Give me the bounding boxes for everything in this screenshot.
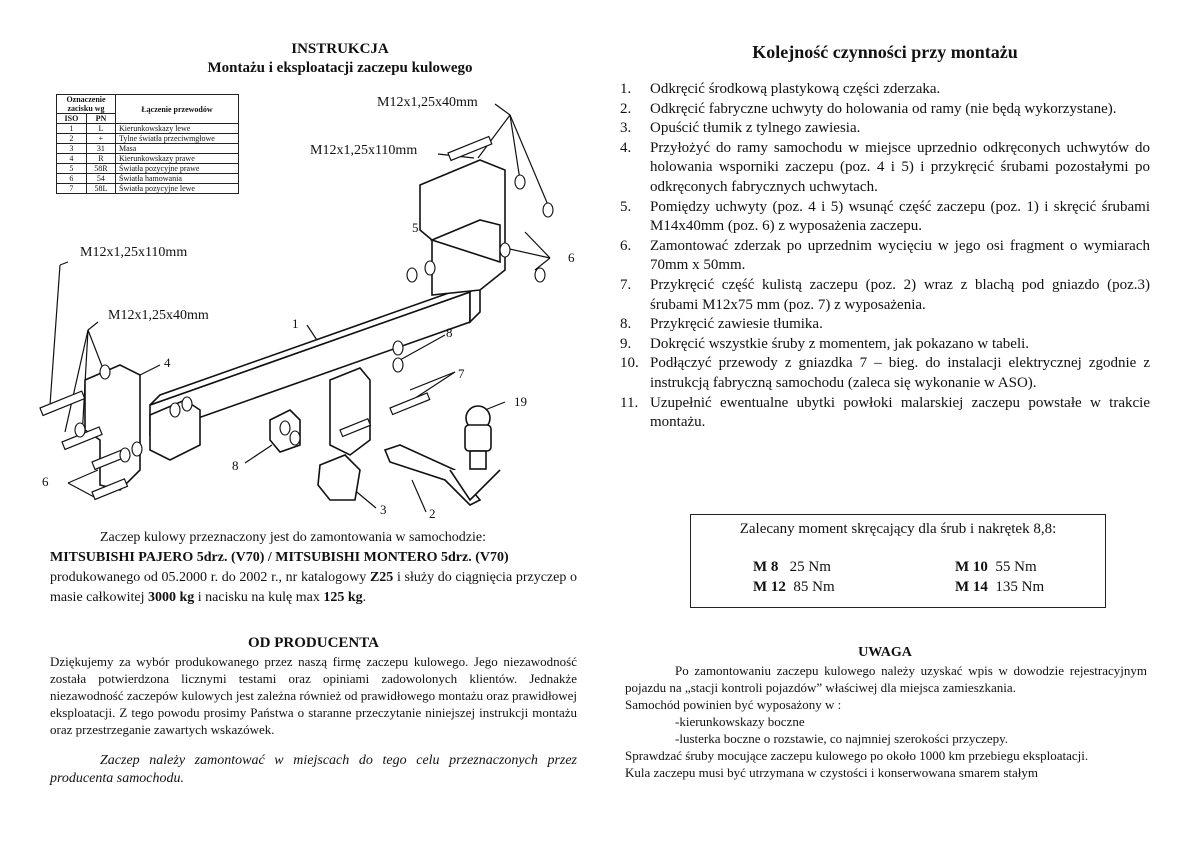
cell-desc: Kierunkowskazy lewe: [116, 124, 239, 134]
list-item: [620, 139, 1150, 198]
th-oznaczenie: Oznaczenie zacisku wg: [57, 95, 116, 114]
mounting-note: Zaczep należy zamontować w miejscach do tego celu przeznaczonych przez producenta samochodu.: [50, 753, 577, 786]
cell-iso: 7: [57, 184, 87, 194]
step-text: Opuścić tłumik z tylnego zawiesia.: [650, 120, 861, 137]
step-text: Podłączyć przewody z gniazdka 7 – bieg. do instalacji elektrycznej zgodnie z instrukcją fabryczną samochodu (zaleca się wykonanie w ASO).: [650, 355, 1150, 391]
list-item: [620, 119, 1150, 139]
cell-pn: 58L: [86, 184, 115, 194]
torque-value: 135 Nm: [995, 579, 1045, 595]
mounting-steps: [620, 80, 1150, 433]
cell-pn: R: [86, 154, 115, 164]
step-number: 7.: [620, 276, 632, 293]
cell-iso: 6: [57, 174, 87, 184]
desc-intro: Zaczep kulowy przeznaczony jest do zamontowania w samochodzie:: [100, 530, 487, 545]
bolt-size: M 12: [753, 579, 786, 595]
step-number: 2.: [620, 100, 632, 117]
part-number-6-right: 6: [568, 250, 575, 265]
part-number-5: 5: [412, 220, 419, 235]
part-number-4: 4: [164, 355, 171, 370]
desc-end: .: [362, 590, 367, 605]
step-text: Dokręcić wszystkie śruby z momentem, jak pokazano w tabeli.: [650, 335, 1030, 352]
cell-pn: L: [86, 124, 115, 134]
label-bolt-m12x110-left: M12x1,25x110mm: [80, 245, 188, 260]
application-description: [50, 528, 577, 608]
torque-value: 25 Nm: [789, 559, 831, 575]
producer-title: OD PRODUCENTA: [248, 635, 379, 651]
th-pn: PN: [86, 114, 115, 124]
list-item: [620, 335, 1150, 355]
bolt-size: M 8: [753, 559, 779, 575]
max-trailer-mass: 3000 kg: [147, 590, 195, 605]
max-ball-load: 125 kg: [323, 590, 363, 605]
cell-desc: Światła pozycyjne lewe: [116, 184, 239, 194]
bolt-size: M 14: [955, 579, 988, 595]
warning-mirrors: -lusterka boczne o rozstawie, co najmniej szerokości przyczepy.: [675, 731, 1009, 746]
step-number: 6.: [620, 237, 632, 254]
step-text: Przyłożyć do ramy samochodu w miejsce uprzednio odkręconych uchwytów do holowania wsporniki zaczepu (poz. 4 i 5) i przykręcić śrubami pozostałymi po odkręconych fabrycznych uchwytach.: [650, 139, 1150, 195]
cell-iso: 5: [57, 164, 87, 174]
torque-table-box: [690, 514, 1106, 608]
step-text: Odkręcić środkową plastykową części zderzaka.: [650, 81, 941, 97]
warning-registration: Po zamontowaniu zaczepu kulowego należy uzyskać wpis w dowodzie rejestracyjnym pojazdu na „stacji kontroli pojazdów” właściwej dla miejsca zamieszkania.: [625, 663, 1147, 695]
list-item: [620, 394, 1150, 433]
step-number: 11.: [620, 394, 639, 411]
list-item: [620, 100, 1150, 120]
part-number-6-left: 6: [42, 474, 49, 489]
torque-title: Zalecany moment skręcający dla śrub i nakrętek 8,8:: [739, 521, 1057, 537]
cell-desc: Tylne światła przeciwmgłowe: [116, 134, 239, 144]
warning-title: UWAGA: [858, 645, 912, 660]
th-iso: ISO: [57, 114, 87, 124]
torque-value: 85 Nm: [793, 579, 835, 595]
desc-production: produkowanego od 05.2000 r. do 2002 r., nr katalogowy: [50, 570, 367, 585]
step-text: Zamontować zderzak po uprzednim wycięciu w jego osi fragment o wymiarach 70mm x 50mm.: [650, 237, 1150, 274]
step-number: 5.: [620, 198, 632, 215]
part-number-8-right: 8: [446, 325, 453, 340]
desc-ball-load: i nacisku na kulę max: [197, 590, 320, 605]
cell-desc: Światła hamowania: [116, 174, 239, 184]
step-text: Odkręcić fabryczne uchwyty do holowania od ramy (nie będą wykorzystane).: [650, 100, 1117, 117]
catalog-number: Z25: [369, 570, 394, 585]
part-number-3: 3: [380, 502, 387, 517]
bolt-size: M 10: [955, 559, 988, 575]
cell-pn: +: [86, 134, 115, 144]
part-number-8-left: 8: [232, 458, 239, 473]
warning-indicators: -kierunkowskazy boczne: [675, 714, 805, 729]
warning-body: [625, 662, 1147, 781]
part-number-7: 7: [458, 366, 465, 381]
warning-bolt-check: Sprawdzać śruby mocujące zaczepu kulowego po około 1000 km przebiegu eksploatacji.: [625, 748, 1089, 763]
desc-towing: i służy do ciągnięcia przyczep o masie całkowitej: [50, 570, 578, 605]
step-number: 3.: [620, 120, 632, 137]
cell-pn: 58R: [86, 164, 115, 174]
cell-pn: 31: [86, 144, 115, 154]
list-item: [620, 237, 1150, 276]
producer-italic-note: [50, 752, 577, 788]
label-bolt-m12x40-left: M12x1,25x40mm: [108, 308, 209, 323]
label-bolt-m12x110-top: M12x1,25x110mm: [310, 143, 418, 158]
steps-title: Kolejność czynności przy montażu: [752, 42, 1018, 62]
torque-m8: [753, 559, 831, 576]
step-text: Uzupełnić ewentualne ubytki powłoki malarskiej zaczepu powstałe w trakcie montażu.: [650, 394, 1150, 431]
torque-m14: [955, 579, 1044, 596]
step-number: 1.: [620, 81, 632, 97]
title-line-1: INSTRUKCJA: [291, 41, 389, 57]
vehicle-model: MITSUBISHI PAJERO 5drz. (V70) / MITSUBISHI MONTERO 5drz. (V70): [50, 550, 509, 565]
part-number-19: 19: [514, 394, 527, 409]
cell-iso: 4: [57, 154, 87, 164]
list-item: [620, 80, 1150, 100]
torque-value: 55 Nm: [995, 559, 1037, 575]
cell-iso: 2: [57, 134, 87, 144]
torque-m10: [955, 559, 1037, 576]
step-text: Pomiędzy uchwyty (poz. 4 i 5) wsunąć część zaczepu (poz. 1) i skręcić śrubami M14x40mm (poz. 6) z wyposażenia zaczepu.: [650, 198, 1150, 235]
list-item: [620, 315, 1150, 335]
cell-pn: 54: [86, 174, 115, 184]
list-item: [620, 354, 1150, 393]
cell-desc: Masa: [116, 144, 239, 154]
cell-iso: 1: [57, 124, 87, 134]
warning-ball-maintenance: Kula zaczepu musi być utrzymana w czystości i konserwowana smarem stałym: [625, 765, 1038, 780]
step-number: 9.: [620, 335, 632, 352]
list-item: [620, 276, 1150, 315]
part-number-2: 2: [429, 506, 436, 521]
step-text: Przykręcić zawiesie tłumika.: [650, 316, 823, 333]
torque-m12: [753, 579, 835, 596]
th-laczenie: Łączenie przewodów: [116, 95, 239, 124]
cell-desc: Światła pozycyjne prawe: [116, 164, 239, 174]
tow-hitch-diagram: [0, 0, 600, 530]
part-number-1: 1: [292, 316, 299, 331]
warning-paragraph: [625, 662, 1147, 696]
label-bolt-m12x40-top: M12x1,25x40mm: [377, 95, 478, 110]
title-line-2: Montażu i eksploatacji zaczepu kulowego: [207, 60, 473, 76]
producer-body: Dziękujemy za wybór produkowanego przez naszą firmę zaczepu kulowego. Jego niezawodność została potwierdzona licznymi testami oraz opiniami zadowolonych klientów. Jednakże niezawodność zaczepów kulowych jest zależna również od prawidłowego montażu oraz prawidłowej eksploatacji. Z tego powodu prosimy Państwa o staranne przeczytanie niniejszej instrukcji montażu oraz przestrzeganie zawartych wskazówek.: [50, 654, 578, 737]
step-number: 10.: [620, 355, 639, 372]
warning-equipment: Samochód powinien być wyposażony w :: [625, 697, 842, 712]
cell-iso: 3: [57, 144, 87, 154]
list-item: [620, 198, 1150, 237]
step-number: 8.: [620, 316, 632, 333]
cell-desc: Kierunkowskazy prawe: [116, 154, 239, 164]
step-number: 4.: [620, 139, 632, 156]
step-text: Przykręcić część kulistą zaczepu (poz. 2) wraz z blachą pod gniazdo (poz.3) śrubami M12x75 mm (poz. 7) z wyposażenia.: [650, 276, 1150, 313]
